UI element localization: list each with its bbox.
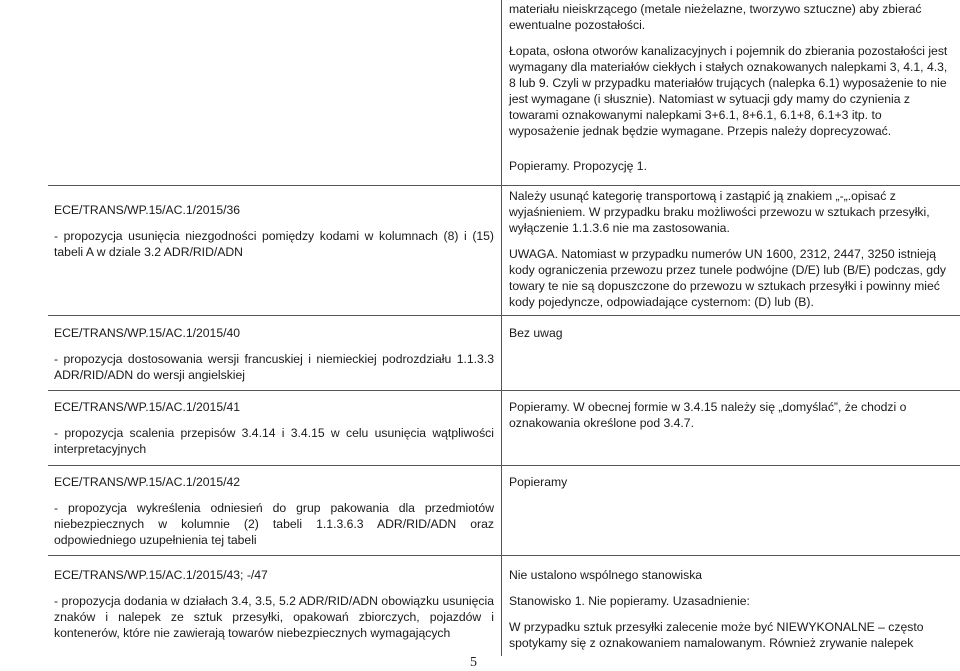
document-description: - propozycja usunięcia niezgodności pomiędzy kodami w kolumnach (8) i (15) tabeli A w dziale 3.2 ADR/RID/ADN xyxy=(54,229,494,259)
row-divider xyxy=(48,390,960,391)
comment-paragraph: UWAGA. Natomiast w przypadku numerów UN 1600, 2312, 2447, 3250 istnieją kody ograniczenia przewozu przez tunele podwójne (D/E) lub (B/E) podczas, gdy towary te nie są dopuszczone do przewozu w sztukach przesyłki i powinny mieć kody pojedyncze, odpowiadające cysternom: (D) lub (B). xyxy=(509,247,946,309)
row-1-comment xyxy=(509,158,955,310)
row-1-document xyxy=(54,202,494,260)
comment-paragraph: materiału nieiskrzącego (metale nieżelazne, tworzywo sztuczne) aby zbierać ewentualne pozostałości. xyxy=(509,2,922,32)
comment-paragraph: Łopata, osłona otworów kanalizacyjnych i pojemnik do zbierania pozostałości jest wymagany dla materiałów ciekłych i stałych oznakowanych nalepkami 3, 4.1, 4.3, 8 lub 9. Czyli w przypadku materiałów trujących (nalepka 6.1) wyposażenie to nie jest wymagane (i słusznie). Natomiast w sytuacji gdy mamy do czynienia z towarami oznakowanymi nalepkami 3+6.1, 8+6.1, 6.1+8, 6.1+3 itp. to wyposażenie jednak będzie wymagane. Przepis należy doprecyzować. xyxy=(509,44,948,138)
comment-paragraph: W przypadku sztuk przesyłki zalecenie może być NIEWYKONALNE – często spotykamy się z oznakowaniem namalowanym. Również zrywanie nalepek xyxy=(509,620,924,650)
comment-paragraph: Nie ustalono wspólnego stanowiska xyxy=(509,568,703,582)
row-4-document xyxy=(54,474,494,548)
column-divider xyxy=(501,0,502,656)
row-5-comment xyxy=(509,567,955,651)
comment-paragraph: Popieramy. W obecnej formie w 3.4.15 należy się „domyślać”, że chodzi o oznakowania określone pod 3.4.7. xyxy=(509,400,907,430)
row-3-document xyxy=(54,399,494,457)
document-reference: ECE/TRANS/WP.15/AC.1/2015/41 xyxy=(54,400,241,414)
document-description: - propozycja dostosowania wersji francuskiej i niemieckiej podrozdziału 1.1.3.3 ADR/RID/ADN do wersji angielskiej xyxy=(54,352,494,382)
row-4-comment xyxy=(509,474,955,490)
row-divider xyxy=(48,465,960,466)
comment-paragraph: Popieramy. Propozycję 1. xyxy=(509,159,647,173)
row-2-document xyxy=(54,325,494,383)
document-reference: ECE/TRANS/WP.15/AC.1/2015/40 xyxy=(54,326,241,340)
comment-paragraph: Należy usunąć kategorię transportową i zastąpić ją znakiem „-„.opisać z wyjaśnieniem. W przypadku braku możliwości przewozu w sztukach przesyłki, wyłączenie 1.1.3.6 nie ma zastosowania. xyxy=(509,189,930,235)
comment-paragraph: Bez uwag xyxy=(509,326,563,340)
row-5-document xyxy=(54,567,494,641)
comments-table xyxy=(48,0,960,656)
document-description: - propozycja scalenia przepisów 3.4.14 i 3.4.15 w celu usunięcia wątpliwości interpretacyjnych xyxy=(54,426,494,456)
comment-paragraph: Stanowisko 1. Nie popieramy. Uzasadnienie: xyxy=(509,594,750,608)
row-3-comment xyxy=(509,399,955,431)
row-divider xyxy=(48,315,960,316)
document-reference: ECE/TRANS/WP.15/AC.1/2015/43; -/47 xyxy=(54,568,268,582)
document-description: - propozycja wykreślenia odniesień do grup pakowania dla przedmiotów niebezpiecznych w kolumnie (2) tabeli 1.1.3.6.3 ADR/RID/ADN oraz odpowiedniego uzupełnienia tej tabeli xyxy=(54,501,494,547)
page-number: 5 xyxy=(470,655,477,670)
row-0-comment xyxy=(509,1,955,139)
document-description: - propozycja dodania w działach 3.4, 3.5, 5.2 ADR/RID/ADN obowiązku usunięcia znaków i nalepek ze sztuk przesyłki, opakowań zbiorczych, pojazdów i kontenerów, które nie zawierają towarów niebezpiecznych wymagających xyxy=(54,594,494,640)
comment-paragraph: Popieramy xyxy=(509,475,568,489)
document-reference: ECE/TRANS/WP.15/AC.1/2015/42 xyxy=(54,475,241,489)
row-divider xyxy=(48,555,960,556)
row-2-comment xyxy=(509,325,955,341)
document-reference: ECE/TRANS/WP.15/AC.1/2015/36 xyxy=(54,203,241,217)
